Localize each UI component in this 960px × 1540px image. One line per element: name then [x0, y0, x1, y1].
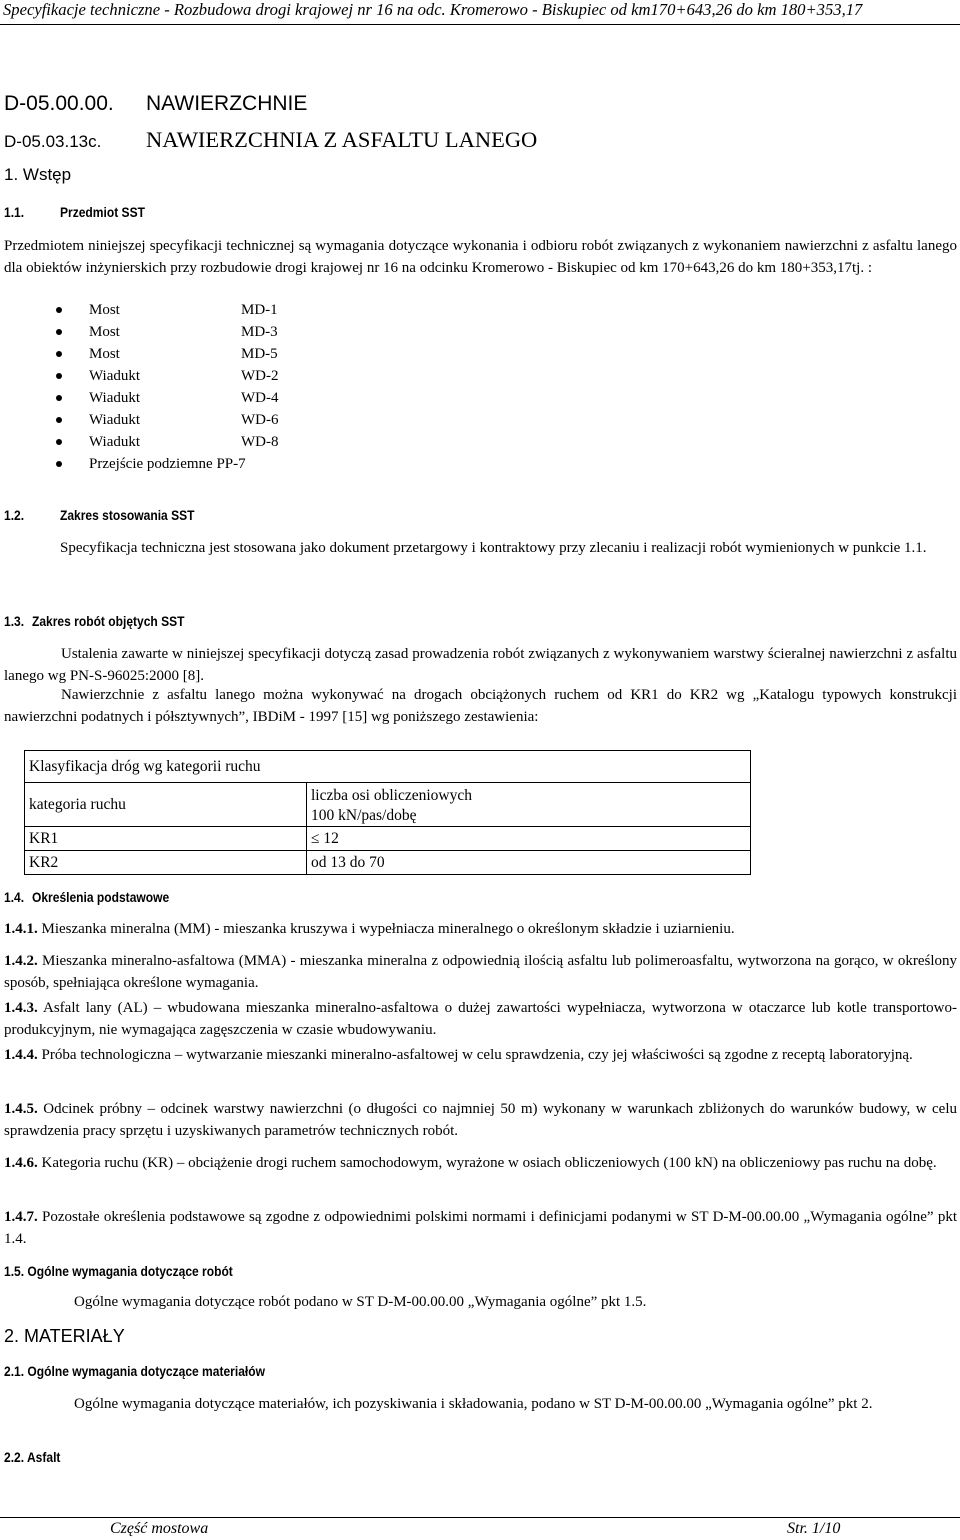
table-header-axles-line-2: 100 kN/pas/dobę — [311, 806, 417, 824]
definition-text: Mieszanka mineralno-asfaltowa (MMA) - mieszanka mineralna z odpowiednią ilością asfaltu lub polimeroasfaltu, wytworzona na gorąco, w określony sposób, spełniająca określone wymagania. — [4, 953, 958, 991]
bullet-icon — [56, 439, 62, 445]
definition-text: Asfalt lany (AL) – wbudowana mieszanka mineralno-asfaltowa o dużej zawartości wypełniacza, wytworzona w otaczarce lub kotle transportowo-produkcyjnym, nie wymagająca zagęszczenia w czasie wbudowywaniu. — [4, 1000, 957, 1038]
table-header-category: kategoria ruchu — [25, 783, 307, 827]
doc-title-1: NAWIERZCHNIE — [146, 92, 308, 115]
bullet-icon — [56, 461, 62, 467]
object-code: WD-2 — [241, 368, 279, 384]
bullet-icon — [56, 417, 62, 423]
bullet-icon — [56, 307, 62, 313]
footer-page-number: Str. 1/10 — [787, 1520, 841, 1537]
section-2-1-text: Ogólne wymagania dotyczące materiałów, ich pozyskiwania i składowania, podano w ST D-M-00.00.00 „Wymagania ogólne” pkt 2. — [74, 1396, 873, 1412]
object-name: Most — [89, 302, 120, 318]
bullet-icon — [56, 373, 62, 379]
definition-number: 1.4.6. — [4, 1155, 38, 1171]
table-cell-axles: od 13 do 70 — [307, 851, 751, 875]
object-name: Wiadukt — [89, 434, 141, 450]
definition-1-4-7 — [4, 1207, 957, 1250]
definition-1-4-2 — [4, 951, 957, 994]
section-1-4-number: 1.4. — [4, 889, 25, 905]
section-1-1-title: Przedmiot SST — [60, 204, 145, 220]
running-title: Specyfikacje techniczne - Rozbudowa drogi krajowej nr 16 na odc. Kromerowo - Biskupiec od km170+643,26 do km 180+353,17 — [3, 0, 863, 19]
object-code: MD-3 — [241, 324, 278, 340]
object-name: Most — [89, 324, 120, 340]
bullet-icon — [56, 351, 62, 357]
section-1-4-title: Określenia podstawowe — [32, 889, 170, 905]
section-1-heading: 1. Wstęp — [4, 165, 72, 184]
section-2-heading: 2. MATERIAŁY — [4, 1326, 125, 1346]
definition-1-4-1 — [4, 919, 957, 941]
definition-number: 1.4.7. — [4, 1209, 38, 1225]
definition-number: 1.4.4. — [4, 1047, 38, 1063]
table-cell-category: KR1 — [25, 827, 307, 851]
definition-text: Pozostałe określenia podstawowe są zgodne z odpowiednimi polskimi normami i definicjami podanymi w ST D-M-00.00.00 „Wymagania ogólne” pkt 1.4. — [4, 1209, 957, 1247]
object-name: Wiadukt — [89, 368, 141, 384]
object-code: MD-5 — [241, 346, 278, 362]
object-code: WD-4 — [241, 390, 279, 406]
definition-number: 1.4.3. — [4, 1000, 38, 1016]
section-1-1-text: Przedmiotem niniejszej specyfikacji technicznej są wymagania dotyczące wykonania i odbioru robót związanych z wykonaniem nawierzchni z asfaltu lanego dla obiektów inżynierskich przy rozbudowie drogi krajowej nr 16 na odcinku Kromerowo - Biskupiec od km 170+643,26 do km 180+353,17tj. : — [4, 238, 957, 276]
table-header-axles-line-1: liczba osi obliczeniowych — [311, 786, 472, 804]
doc-title-2: NAWIERZCHNIA Z ASFALTU LANEGO — [146, 127, 538, 152]
object-name: Wiadukt — [89, 412, 141, 428]
definition-1-4-4 — [4, 1045, 957, 1067]
doc-code-2: D-05.03.13c. — [4, 132, 102, 151]
definition-text: Kategoria ruchu (KR) – obciążenie drogi ruchem samochodowym, wyrażone w osiach obliczeniowych (100 kN) na obliczeniowy pas ruchu na dobę. — [41, 1155, 937, 1171]
section-2-2-title: 2.2. Asfalt — [4, 1449, 61, 1465]
footer-divider — [0, 1517, 960, 1518]
table-row — [25, 827, 751, 851]
bullet-icon — [56, 329, 62, 335]
section-1-3-title: Zakres robót objętych SST — [32, 613, 185, 629]
definition-number: 1.4.5. — [4, 1101, 38, 1117]
definition-1-4-5 — [4, 1099, 957, 1142]
section-2-1-title: 2.1. Ogólne wymagania dotyczące materiałów — [4, 1363, 265, 1379]
definition-1-4-6 — [4, 1153, 957, 1175]
object-code: MD-1 — [241, 302, 278, 318]
definition-number: 1.4.1. — [4, 921, 38, 937]
section-1-3-paragraph-2: Nawierzchnie z asfaltu lanego można wykonywać na drogach obciążonych ruchem od KR1 do KR2 wg „Katalogu typowych konstrukcji nawierzchni podatnych i półsztywnych”, IBDiM - 1997 [15] wg poniższego zestawienia: — [4, 687, 957, 725]
section-1-2-number: 1.2. — [4, 507, 25, 523]
bullet-icon — [56, 395, 62, 401]
object-code: WD-8 — [241, 434, 279, 450]
page-header — [0, 0, 960, 25]
section-1-5-text: Ogólne wymagania dotyczące robót podano w ST D-M-00.00.00 „Wymagania ogólne” pkt 1.5. — [74, 1294, 647, 1310]
object-name: Przejście podziemne PP-7 — [89, 456, 246, 472]
table-row — [25, 851, 751, 875]
definition-1-4-3 — [4, 998, 957, 1041]
section-1-1-number: 1.1. — [4, 204, 25, 220]
section-1-5-title: 1.5. Ogólne wymagania dotyczące robót — [4, 1263, 233, 1279]
object-code: WD-6 — [241, 412, 279, 428]
object-name: Wiadukt — [89, 390, 141, 406]
section-1-2-text: Specyfikacja techniczna jest stosowana jako dokument przetargowy i kontraktowy przy zlecaniu i realizacji robót wymienionych w punkcie 1.1. — [60, 540, 927, 556]
definition-text: Mieszanka mineralna (MM) - mieszanka kruszywa i wypełniacza mineralnego o określonym składzie i uziarnieniu. — [41, 921, 735, 937]
definition-number: 1.4.2. — [4, 953, 38, 969]
doc-code-1: D-05.00.00. — [4, 92, 114, 115]
table-title: Klasyfikacja dróg wg kategorii ruchu — [25, 751, 751, 783]
table-cell-category: KR2 — [25, 851, 307, 875]
section-1-3-number: 1.3. — [4, 613, 25, 629]
table-header-axles — [307, 783, 751, 827]
table-cell-axles: ≤ 12 — [307, 827, 751, 851]
section-1-2-title: Zakres stosowania SST — [60, 507, 195, 523]
footer-left: Część mostowa — [110, 1520, 209, 1537]
section-1-3-paragraph-1: Ustalenia zawarte w niniejszej specyfikacji dotyczą zasad prowadzenia robót związanych z wykonywaniem warstwy ścieralnej nawierzchni z asfaltu lanego wg PN-S-96025:2000 [8]. — [4, 646, 957, 684]
definition-text: Odcinek próbny – odcinek warstwy nawierzchni (o długości co najmniej 50 m) wykonany w warunkach zbliżonych do warunków budowy, w celu sprawdzenia pracy sprzętu i uzyskiwanych parametrów technicznych robót. — [4, 1101, 958, 1139]
object-name: Most — [89, 346, 120, 362]
definition-text: Próba technologiczna – wytwarzanie mieszanki mineralno-asfaltowej w celu sprawdzenia, czy jej właściwości są zgodne z receptą laboratoryjną. — [41, 1047, 913, 1063]
traffic-category-table — [24, 750, 751, 875]
